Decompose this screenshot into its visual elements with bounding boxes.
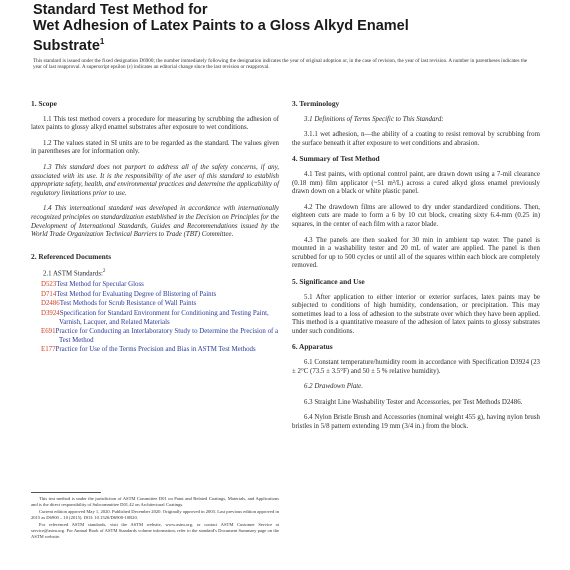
title-line-3: [33, 34, 533, 54]
title-line-1: Standard Test Method for: [33, 2, 208, 18]
apparatus-para-2: 6.2 Drawdown Plate.: [304, 383, 363, 391]
referenced-docs-heading: 2. Referenced Documents: [31, 251, 112, 261]
footnote-2: For referenced ASTM standards, visit the ASTM website, www.astm.org, or contact ASTM Customer Service at service@astm.org. For Annual Book of ASTM Standards volume information, refer to the standard's Document Summary page on the ASTM website.: [31, 522, 279, 539]
reference-title-link[interactable]: Practice for Use of the Terms Precision and Bias in ASTM Test Methods: [55, 346, 256, 354]
astm-standards-label: 2.1 ASTM Standards:: [43, 270, 103, 278]
terminology-para-1: 3.1 Definitions of Terms Specific to This Standard:: [304, 115, 444, 123]
title-footnote-mark: 1: [99, 37, 105, 46]
right-column: [292, 100, 540, 439]
scope-para-1: 1.1 This test method covers a procedure for measuring by scrubbing the adhesion of latex paints to glossy alkyd enamel substrates after exposure to wet conditions.: [31, 115, 279, 132]
reference-code-link[interactable]: D714: [41, 290, 57, 298]
reference-title-link[interactable]: Specification for Standard Environment for Conditioning and Testing Paint, Varnish, Lacquer, and Related Materials: [59, 309, 269, 326]
footnotes: [31, 496, 279, 541]
reference-item[interactable]: [31, 310, 279, 327]
reference-code-link[interactable]: D523: [41, 281, 57, 289]
apparatus-para-3: 6.3 Straight Line Washability Tester and Accessories, per Test Methods D2486.: [304, 398, 523, 406]
reference-item[interactable]: [31, 300, 279, 309]
terminology-heading: 3. Terminology: [292, 99, 340, 108]
scope-para-4: 1.4 This international standard was developed in accordance with internationally recognized principles on standardization established in the Decision on Principles for the Development of International Standards, Guides and Recommendations issued by the World Trade Organization Technical Barriers to Trade (TBT) Committee.: [31, 205, 279, 239]
reference-title-link[interactable]: Test Method for Specular Gloss: [56, 281, 144, 289]
title-line-2: Wet Adhesion of Latex Paints to a Gloss Alkyd Enamel: [33, 18, 409, 34]
reference-item[interactable]: [31, 291, 279, 300]
reference-item[interactable]: [31, 328, 279, 345]
summary-para-3: 4.3 The panels are then soaked for 30 min in ambient tap water. The panel is mounted in a washability tester and 20 mL of water are applied. The panel is then scrubbed for up to 500 cycles or until all of the squares within each block are completely removed.: [292, 236, 540, 270]
footnote-1-continued: Current edition approved May 1, 2020. Published December 2020. Originally approved in 2003. Last previous edition approved in 2015 as D6900 – 10 (2015). DOI: 10.1520/D6900-10R20.: [31, 509, 279, 520]
reference-code-link[interactable]: D2486: [41, 300, 60, 308]
reference-item[interactable]: [31, 281, 279, 290]
astm-standards-mark: 2: [102, 269, 106, 275]
reference-title-link[interactable]: Practice for Conducting an Interlaboratory Study to Determine the Precision of a Test Method: [55, 328, 279, 344]
scope-heading: 1. Scope: [31, 99, 57, 108]
apparatus-para-1: 6.1 Constant temperature/humidity room in accordance with Specification D3924 (23 ± 2°C (73.5 ± 3.5°F) and 50 ± 5 % relative humidity).: [292, 359, 540, 375]
left-column: [31, 100, 279, 356]
title-line-3-text: Substrate: [33, 37, 100, 54]
document-title: [33, 2, 533, 54]
reference-code-link[interactable]: E691: [41, 328, 56, 336]
astm-standards-intro: [43, 268, 279, 279]
reference-item[interactable]: [31, 346, 279, 355]
apparatus-heading: 6. Apparatus: [292, 342, 333, 352]
terminology-para-1-1: 3.1.1 wet adhesion, n—the ability of a coating to resist removal by scrubbing from the surface beneath it after exposure to wet conditions and abrasion.: [292, 131, 540, 147]
reference-code-link[interactable]: D3924: [41, 309, 60, 317]
apparatus-para-4: 6.4 Nylon Bristle Brush and Accessories (nominal weight 455 g), having nylon brush bristles in 5/8 pattern extending 19 mm (3/4 in.) from the block.: [292, 414, 540, 431]
scope-para-3: 1.3 This standard does not purport to address all of the safety concerns, if any, associated with its use. It is the responsibility of the user of this standard to establish appropriate safety, health, and environmental practices and determine the applicability of regulatory limitations prior to use.: [31, 163, 279, 197]
summary-heading: 4. Summary of Test Method: [292, 154, 380, 164]
reference-title-link[interactable]: Test Method for Evaluating Degree of Blistering of Paints: [56, 290, 217, 298]
significance-heading: 5. Significance and Use: [292, 276, 365, 286]
footnote-1: This test method is under the jurisdiction of ASTM Committee D01 on Paint and Related Coatings, Materials, and Applications and is the direct responsibility of Subcommittee D01.42 on Architectural Coatings.: [31, 496, 279, 507]
summary-para-1: 4.1 Test paints, with optional control paint, are drawn down using a 7-mil clearance (0.18 mm) film applicator (~51 m²/L) across a cured alkyd gloss enamel previously drawn down on a black or white plastic panel.: [292, 170, 540, 196]
footnote-divider: [31, 492, 101, 493]
reference-title-link[interactable]: Test Methods for Scrub Resistance of Wall Paints: [59, 300, 197, 308]
summary-para-2: 4.2 The drawdown films are allowed to dry under standardized conditions. Then, eighteen cuts are made to form a 6 by 10 cut block, creating sixty 6.4-mm (0.25 in) squares, in the center of each film with a razor blade.: [292, 203, 540, 228]
significance-para-1: 5.1 After application to either interior or exterior surfaces, latex paints may be subjected to conditions of high humidity, condensation, or precipitation. This may sometimes lead to a loss of adhesion to the substrate over which they have been applied. This method is a quantitative measure of the adhesion of latex paints to glossy substrates under such conditions.: [292, 293, 540, 335]
designation-notice: This standard is issued under the fixed designation D6900; the number immediately following the designation indicates the year of original adoption or, in the case of revision, the year of last revision. A number in parentheses indicates the year of last reapproval. A superscript epsilon (ε) indicates an editorial change since the last revision or reapproval.: [33, 58, 528, 71]
reference-code-link[interactable]: E177: [41, 346, 56, 354]
scope-para-2: 1.2 The values stated in SI units are to be regarded as the standard. The values given in parentheses are for information only.: [31, 139, 279, 156]
